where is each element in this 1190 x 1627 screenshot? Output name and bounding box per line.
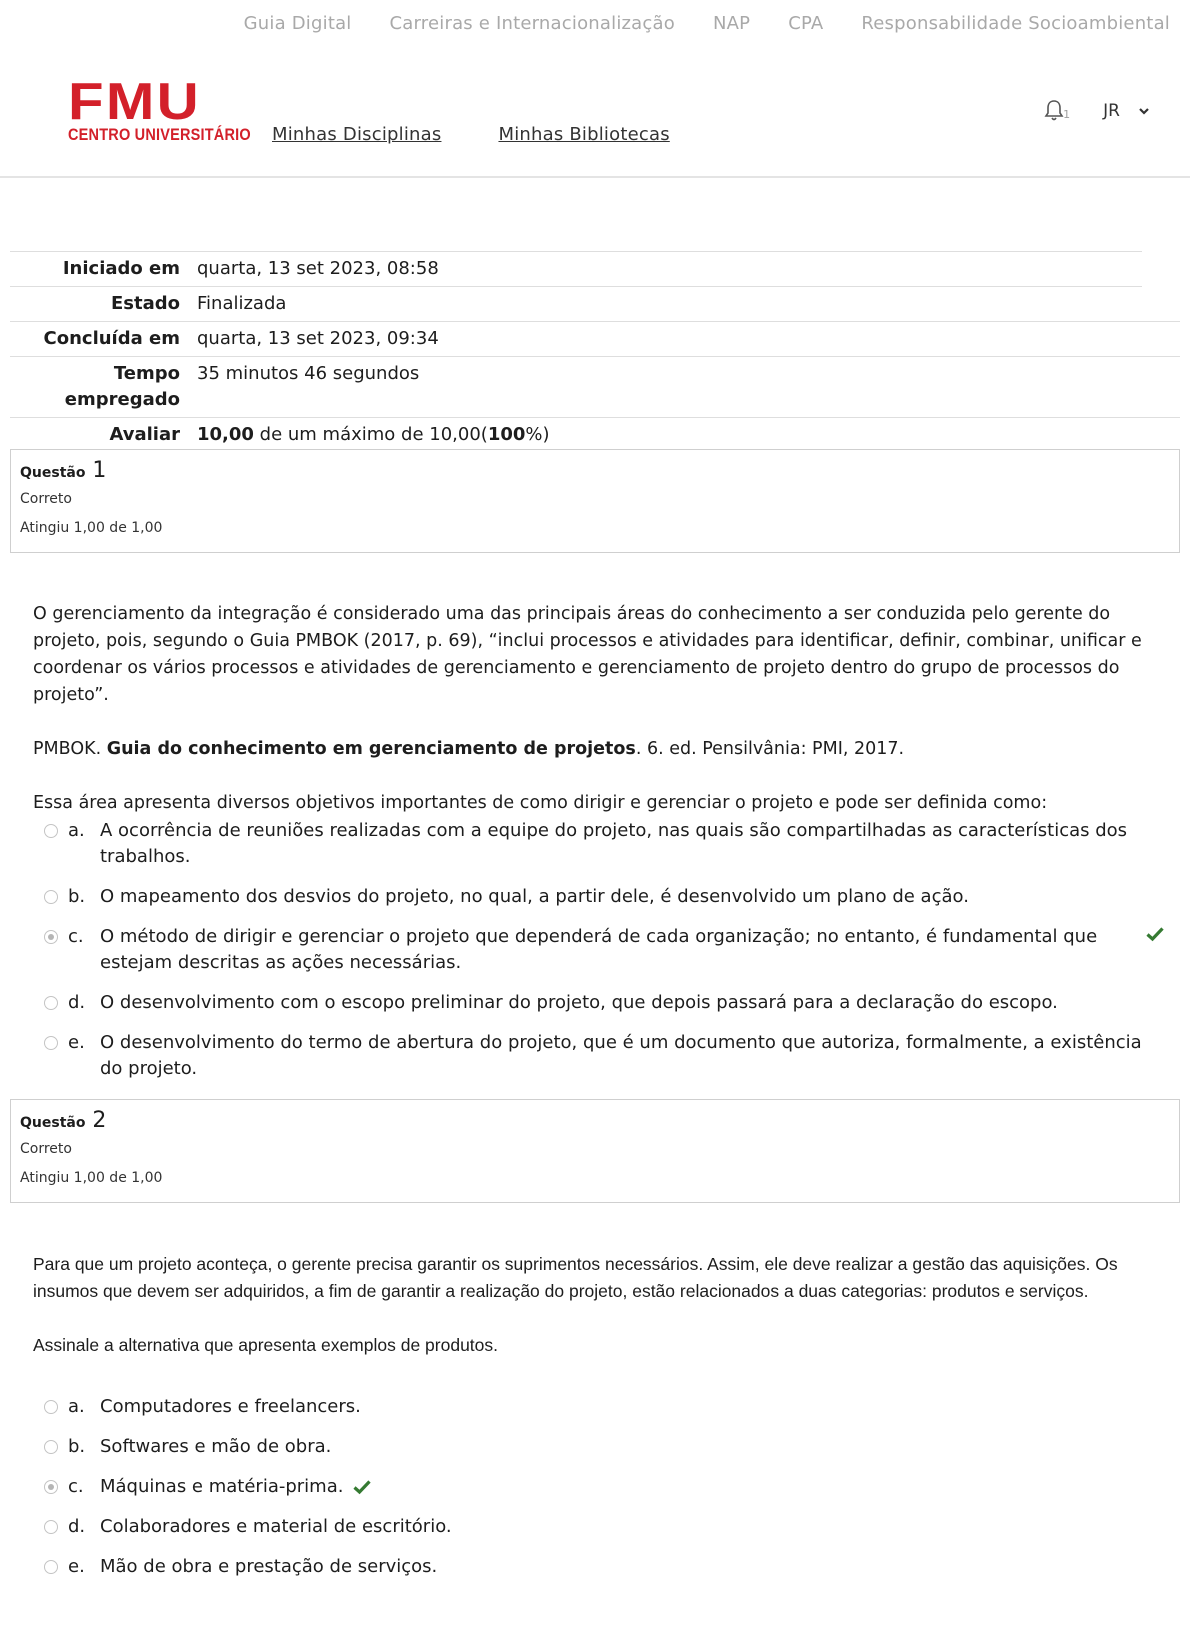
question-1-paragraph: O gerenciamento da integração é considerado uma das principais áreas do conhecimento a ser conduzida pelo gerente do projeto, pois, segundo o Guia PMBOK (2017, p. 69), “inclui processos e atividades para identificar, definir, combinar, unificar e coordenar os vários processos e atividades de gerenciamento e gerenciamento de projeto dentro do grupo de processos do projeto”. xyxy=(33,604,1142,705)
radio-button[interactable] xyxy=(44,824,58,838)
question-2-prompt: Assinale a alternativa que apresenta exemplos de produtos. xyxy=(33,1335,499,1355)
link-nap[interactable]: NAP xyxy=(712,12,751,34)
radio-button[interactable] xyxy=(44,996,58,1010)
question-2-paragraph: Para que um projeto aconteça, o gerente precisa garantir os suprimentos necessários. Assim, ele deve realizar a gestão das aquisições. Os insumos que devem ser adquiridos, a fim de garantir a realização do projeto, estão relacionados a duas categorias: produtos e serviços. xyxy=(33,1254,1118,1301)
answer-option-selected[interactable]: c. Máquinas e matéria-prima. xyxy=(44,1474,1164,1500)
radio-button[interactable] xyxy=(44,890,58,904)
state-value: Finalizada xyxy=(197,293,287,314)
answer-option-selected[interactable]: c. O método de dirigir e gerenciar o projeto que dependerá de cada organização; no entanto, é fundamental que estejam descritas as ações necessárias. xyxy=(44,924,1164,976)
radio-button-selected[interactable] xyxy=(44,1480,58,1494)
nav-minhas-disciplinas[interactable]: Minhas Disciplinas xyxy=(272,124,442,145)
question-2-title: Questão 2 xyxy=(20,1108,107,1133)
user-initials[interactable]: JR xyxy=(1103,101,1120,121)
radio-button-selected[interactable] xyxy=(44,930,58,944)
question-1-title: Questão 1 xyxy=(20,458,107,483)
answer-option[interactable]: b. O mapeamento dos desvios do projeto, no qual, a partir dele, é desenvolvido um plano de ação. xyxy=(44,884,1164,910)
site-header xyxy=(0,46,1190,178)
question-2-text xyxy=(33,1251,1153,1386)
radio-button[interactable] xyxy=(44,1560,58,1574)
summary-row-started xyxy=(10,251,1142,286)
link-guia-digital[interactable]: Guia Digital xyxy=(243,12,352,34)
question-1-grade: Atingiu 1,00 de 1,00 xyxy=(20,520,163,536)
question-1-status: Correto xyxy=(20,491,72,507)
attempt-summary xyxy=(10,251,1180,452)
radio-button[interactable] xyxy=(44,1440,58,1454)
link-responsabilidade[interactable]: Responsabilidade Socioambiental xyxy=(861,12,1170,34)
bell-icon xyxy=(1043,98,1065,122)
question-2-answers xyxy=(44,1394,1164,1594)
radio-button[interactable] xyxy=(44,1036,58,1050)
logo-sub: CENTRO UNIVERSITÁRIO xyxy=(68,126,251,145)
answer-option[interactable]: b. Softwares e mão de obra. xyxy=(44,1434,1164,1460)
grade-label: Avaliar xyxy=(109,424,180,445)
radio-button[interactable] xyxy=(44,1520,58,1534)
time-value: 35 minutos 46 segundos xyxy=(197,363,420,384)
state-label: Estado xyxy=(110,293,180,314)
chevron-down-icon[interactable] xyxy=(1138,106,1150,116)
question-1-text xyxy=(33,601,1153,844)
time-label: Tempo empregado xyxy=(64,363,180,410)
question-2-grade: Atingiu 1,00 de 1,00 xyxy=(20,1170,163,1186)
started-label: Iniciado em xyxy=(62,258,180,279)
radio-button[interactable] xyxy=(44,1400,58,1414)
logo-main: FMU xyxy=(68,73,201,131)
summary-row-grade xyxy=(10,417,1180,452)
question-1-info xyxy=(10,449,1180,553)
question-1-prompt: Essa área apresenta diversos objetivos importantes de como dirigir e gerenciar o projeto e pode ser definida como: xyxy=(33,793,1048,813)
notification-count: 1 xyxy=(1063,108,1071,121)
user-menu xyxy=(1043,98,1150,124)
checkmark-icon xyxy=(353,1479,371,1495)
summary-row-state xyxy=(10,286,1142,321)
answer-option[interactable]: e. O desenvolvimento do termo de abertura do projeto, que é um documento que autoriza, formalmente, a existência do projeto. xyxy=(44,1030,1164,1082)
started-value: quarta, 13 set 2023, 08:58 xyxy=(197,258,439,279)
completed-value: quarta, 13 set 2023, 09:34 xyxy=(197,328,439,349)
answer-option[interactable]: a. Computadores e freelancers. xyxy=(44,1394,1164,1420)
question-1-reference: PMBOK. Guia do conhecimento em gerenciamento de projetos. 6. ed. Pensilvânia: PMI, 2017. xyxy=(33,739,905,759)
question-2-status: Correto xyxy=(20,1141,72,1157)
notification-button[interactable] xyxy=(1043,98,1071,124)
summary-row-completed xyxy=(10,321,1180,356)
question-1-answers xyxy=(44,818,1164,1096)
grade-value: 10,00 de um máximo de 10,00(100%) xyxy=(197,424,550,445)
nav-minhas-bibliotecas[interactable]: Minhas Bibliotecas xyxy=(498,124,670,145)
link-carreiras[interactable]: Carreiras e Internacionalização xyxy=(389,12,675,34)
fmu-logo[interactable] xyxy=(68,73,251,145)
top-links xyxy=(206,0,1170,46)
question-2-info xyxy=(10,1099,1180,1203)
answer-option[interactable]: e. Mão de obra e prestação de serviços. xyxy=(44,1554,1164,1580)
answer-option[interactable]: d. Colaboradores e material de escritório. xyxy=(44,1514,1164,1540)
completed-label: Concluída em xyxy=(43,328,180,349)
answer-option[interactable]: d. O desenvolvimento com o escopo preliminar do projeto, que depois passará para a declaração do escopo. xyxy=(44,990,1164,1016)
checkmark-icon xyxy=(1146,926,1164,942)
link-cpa[interactable]: CPA xyxy=(788,12,824,34)
answer-option[interactable]: a. A ocorrência de reuniões realizadas com a equipe do projeto, nas quais são compartilhadas as características dos trabalhos. xyxy=(44,818,1164,870)
main-nav xyxy=(272,124,727,145)
summary-row-time xyxy=(10,356,1180,417)
